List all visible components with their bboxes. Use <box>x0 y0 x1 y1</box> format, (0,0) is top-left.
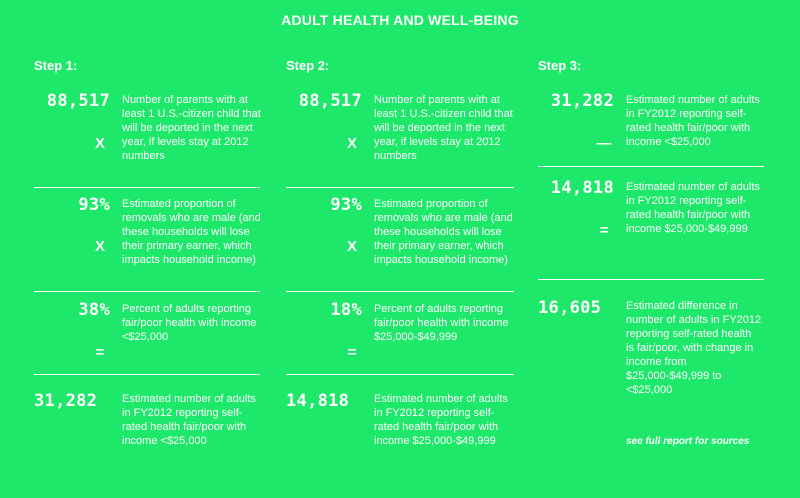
divider <box>34 291 260 292</box>
equals-operator: = <box>347 344 357 361</box>
page-title: ADULT HEALTH AND WELL-BEING <box>281 12 519 28</box>
step-3-result-value: 16,605 <box>538 298 602 318</box>
divider <box>34 374 260 375</box>
equals-operator: = <box>599 222 609 239</box>
divider <box>286 291 514 292</box>
step-3-under-25k-description: Estimated number of adults in FY2012 reporting self-rated health fair/poor with income <$25,000 <box>626 94 760 148</box>
step-1-male-description: Estimated proportion of removals who are male (and these households will lose their primary earner, which impacts household income) <box>122 198 261 266</box>
step-3-under-25k-value: 31,282 <box>550 91 614 111</box>
step-2-percent-value: 18% <box>330 300 362 320</box>
step-1-result-description: Estimated number of adults in FY2012 reporting self-rated health fair/poor with income <$25,000 <box>122 393 256 447</box>
multiply-operator: X <box>346 135 357 152</box>
step-1-male-value: 93% <box>78 195 110 215</box>
sources-note: see full report for sources <box>626 436 750 447</box>
step-2-result-value: 14,818 <box>286 391 350 411</box>
step-2-male-value: 93% <box>330 195 362 215</box>
step-2-result-description: Estimated number of adults in FY2012 reporting self-rated health fair/poor with income $25,000-$49,999 <box>374 393 508 447</box>
step-1-label: Step 1: <box>34 58 78 73</box>
step-2-parents-description: Number of parents with at least 1 U.S.-citizen child that will be deported in the next year, if levels stay at 2012 numbers <box>374 94 513 162</box>
step-1-result-value: 31,282 <box>34 391 98 411</box>
divider <box>34 187 260 188</box>
multiply-operator: X <box>346 238 357 255</box>
step-3-label: Step 3: <box>538 58 582 73</box>
divider <box>286 374 514 375</box>
step-3-result-description: Estimated difference in number of adults in FY2012 reporting self-rated health is fair/poor, with change in income from $25,000-$49,999 to <$25,000 <box>626 300 762 396</box>
multiply-operator: X <box>94 238 105 255</box>
step-1-parents-value: 88,517 <box>46 91 110 111</box>
divider <box>538 279 764 280</box>
step-2-label: Step 2: <box>286 58 330 73</box>
step-2-percent-description: Percent of adults reporting fair/poor health with income $25,000-$49,999 <box>374 303 509 343</box>
equals-operator: = <box>95 344 105 361</box>
step-1-percent-description: Percent of adults reporting fair/poor health with income <$25,000 <box>122 303 257 343</box>
minus-operator: — <box>596 135 612 152</box>
divider <box>538 166 764 167</box>
step-2-parents-value: 88,517 <box>298 91 362 111</box>
step-1-percent-value: 38% <box>78 300 110 320</box>
step-2-male-description: Estimated proportion of removals who are male (and these households will lose their primary earner, which impacts household income) <box>374 198 513 266</box>
divider <box>286 187 514 188</box>
multiply-operator: X <box>94 135 105 152</box>
step-3-25k-50k-value: 14,818 <box>550 178 614 198</box>
step-1-parents-description: Number of parents with at least 1 U.S.-citizen child that will be deported in the next year, if levels stay at 2012 numbers <box>122 94 261 162</box>
step-3-25k-50k-description: Estimated number of adults in FY2012 reporting self-rated health fair/poor with income $25,000-$49,999 <box>626 181 760 235</box>
